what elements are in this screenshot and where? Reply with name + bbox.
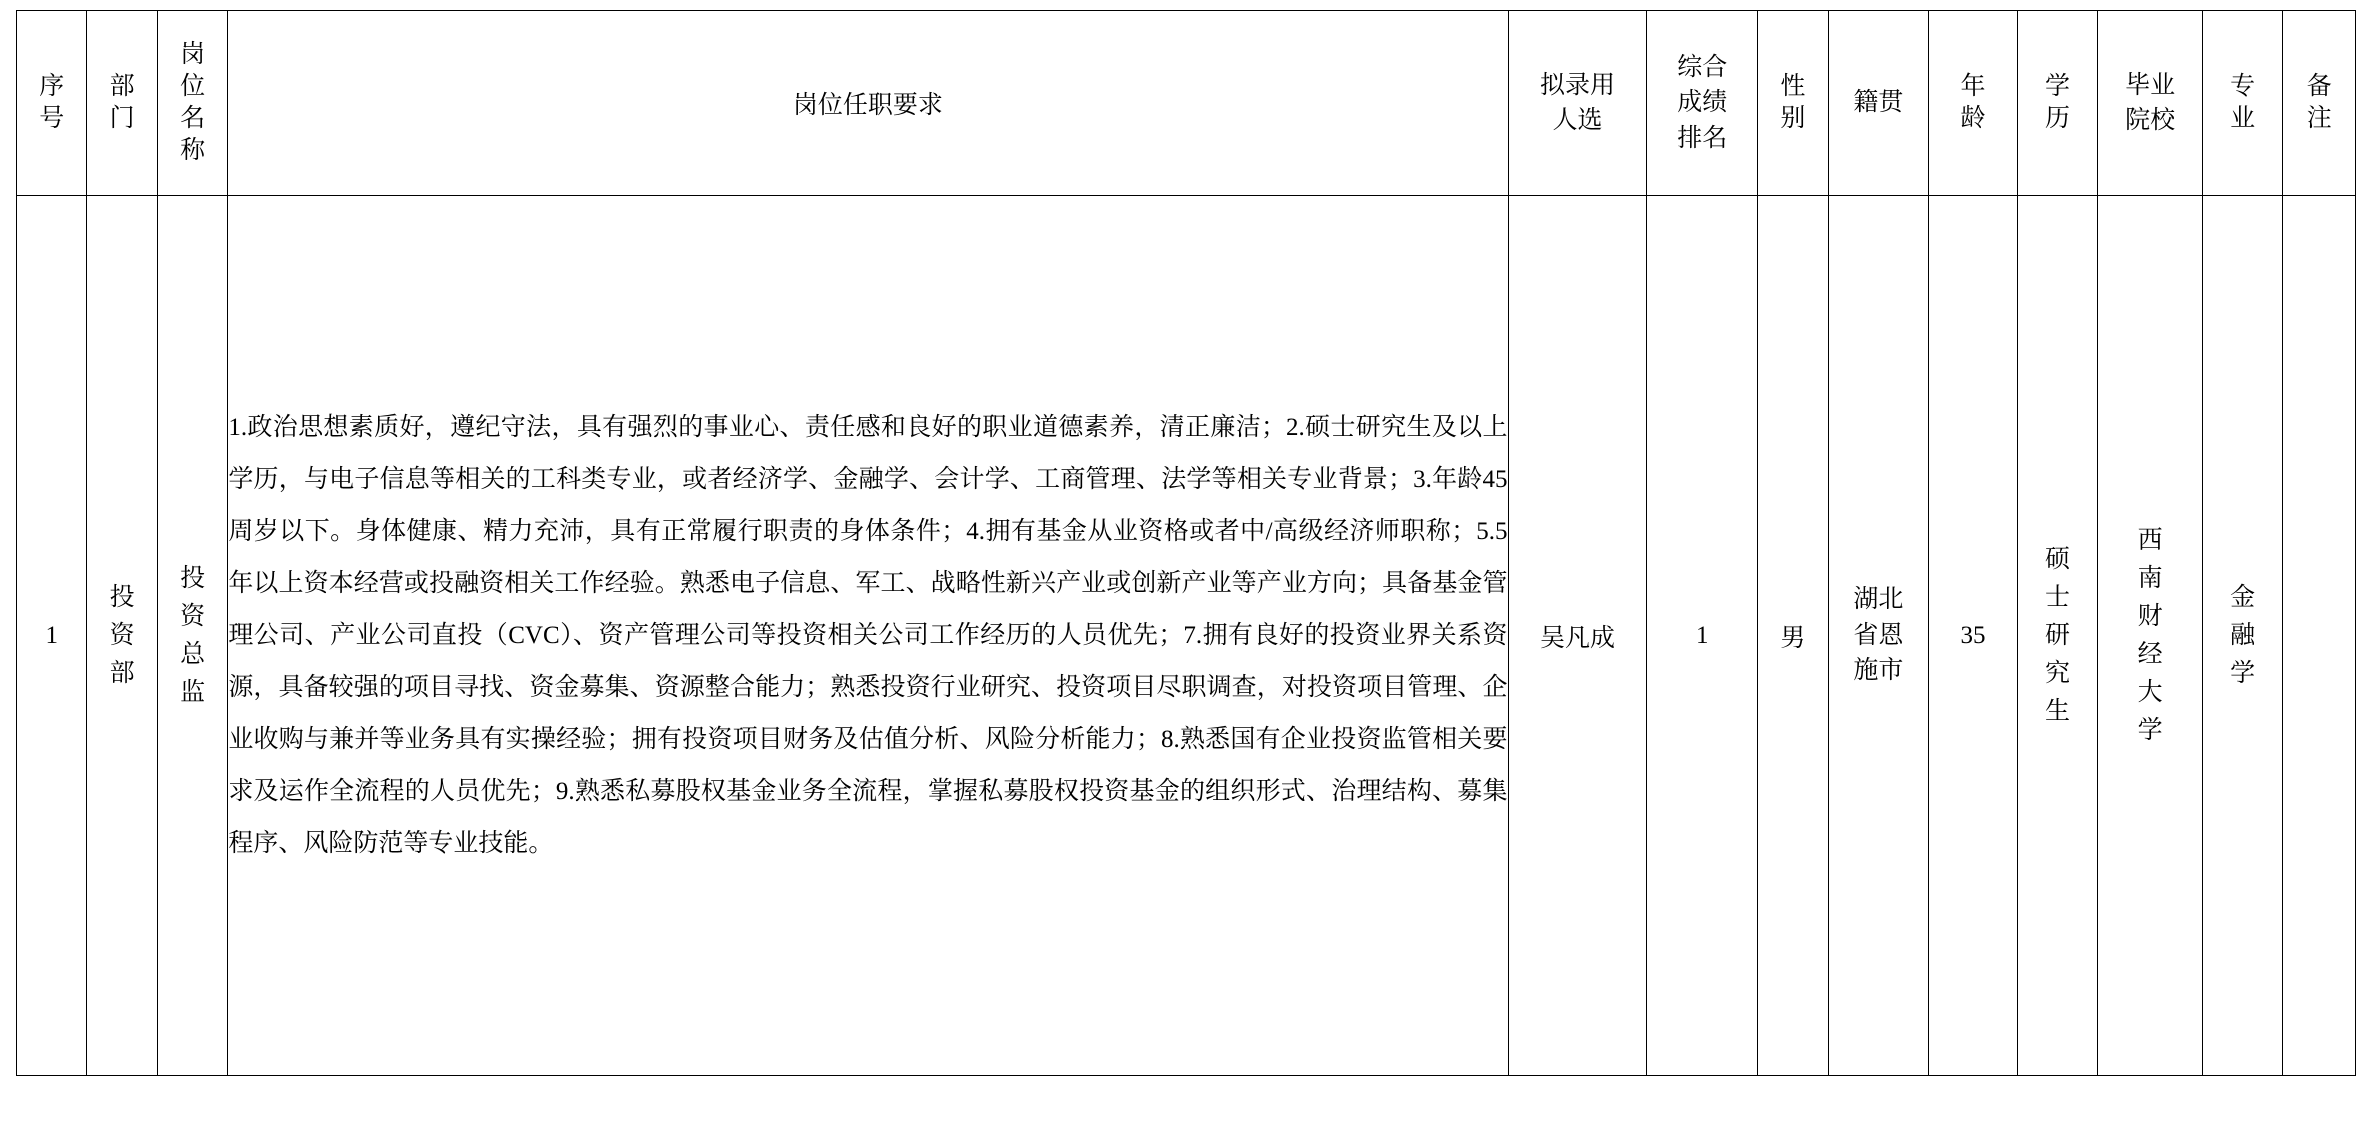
cell-education-text: 硕 士 研 究 生 [2045, 545, 2071, 725]
cell-major-text: 金 融 学 [2230, 583, 2256, 687]
header-score-rank-text: 综合 成绩 排名 [1677, 53, 1728, 152]
header-remark-text: 备 注 [2306, 73, 2332, 132]
cell-score-rank: 1 [1647, 196, 1758, 1076]
cell-seq: 1 [17, 196, 87, 1076]
recruitment-table [16, 10, 2356, 1076]
cell-school-text: 西 南 财 经 大 学 [2137, 526, 2163, 744]
header-gender-text: 性 别 [1780, 73, 1806, 132]
cell-position-name-text: 投 资 总 监 [180, 564, 206, 706]
header-school [2098, 11, 2203, 196]
header-department-text: 部 门 [109, 73, 135, 132]
header-school-text: 毕业 院校 [2125, 71, 2176, 134]
cell-department-text: 投 资 部 [109, 583, 135, 687]
cell-major [2202, 196, 2283, 1076]
cell-age: 35 [1929, 196, 2018, 1076]
header-age [1929, 11, 2018, 196]
header-candidate-text: 拟录用 人选 [1539, 71, 1615, 134]
header-major [2202, 11, 2283, 196]
cell-department [87, 196, 157, 1076]
header-major-text: 专 业 [2230, 73, 2256, 132]
table-header-row [17, 11, 2356, 196]
header-native-place: 籍贯 [1828, 11, 1929, 196]
header-score-rank [1647, 11, 1758, 196]
header-seq [17, 11, 87, 196]
cell-school [2098, 196, 2203, 1076]
header-candidate [1508, 11, 1647, 196]
cell-native-place [1828, 196, 1929, 1076]
header-remark [2283, 11, 2356, 196]
header-requirements: 岗位任职要求 [228, 11, 1508, 196]
cell-remark [2283, 196, 2356, 1076]
header-education [2017, 11, 2098, 196]
header-position-name-text: 岗 位 名 称 [180, 41, 206, 164]
header-education-text: 学 历 [2045, 73, 2071, 132]
document-page [0, 10, 2372, 1143]
header-position-name [157, 11, 227, 196]
cell-gender: 男 [1758, 196, 1828, 1076]
header-seq-text: 序 号 [39, 73, 65, 132]
cell-native-place-text: 湖北 省恩 施市 [1853, 586, 1904, 685]
cell-candidate: 吴凡成 [1508, 196, 1647, 1076]
header-age-text: 年 龄 [1960, 73, 1986, 132]
cell-education [2017, 196, 2098, 1076]
table-row [17, 196, 2356, 1076]
header-department [87, 11, 157, 196]
header-gender [1758, 11, 1828, 196]
cell-position-name [157, 196, 227, 1076]
cell-requirements: 1.政治思想素质好，遵纪守法，具有强烈的事业心、责任感和良好的职业道德素养，清正廉洁；2.硕士研究生及以上学历，与电子信息等相关的工科类专业，或者经济学、金融学、会计学、工商管理、法学等相关专业背景；3.年龄45周岁以下。身体健康、精力充沛，具有正常履行职责的身体条件；4.拥有基金从业资格或者中/高级经济师职称；5.5年以上资本经营或投融资相关工作经验。熟悉电子信息、军工、战略性新兴产业或创新产业等产业方向；具备基金管理公司、产业公司直投（CVC）、资产管理公司等投资相关公司工作经历的人员优先；7.拥有良好的投资业界关系资源，具备较强的项目寻找、资金募集、资源整合能力；熟悉投资行业研究、投资项目尽职调查，对投资项目管理、企业收购与兼并等业务具有实操经验；拥有投资项目财务及估值分析、风险分析能力；8.熟悉国有企业投资监管相关要求及运作全流程的人员优先；9.熟悉私募股权基金业务全流程，掌握私募股权投资基金的组织形式、治理结构、募集程序、风险防范等专业技能。 [228, 196, 1508, 1076]
